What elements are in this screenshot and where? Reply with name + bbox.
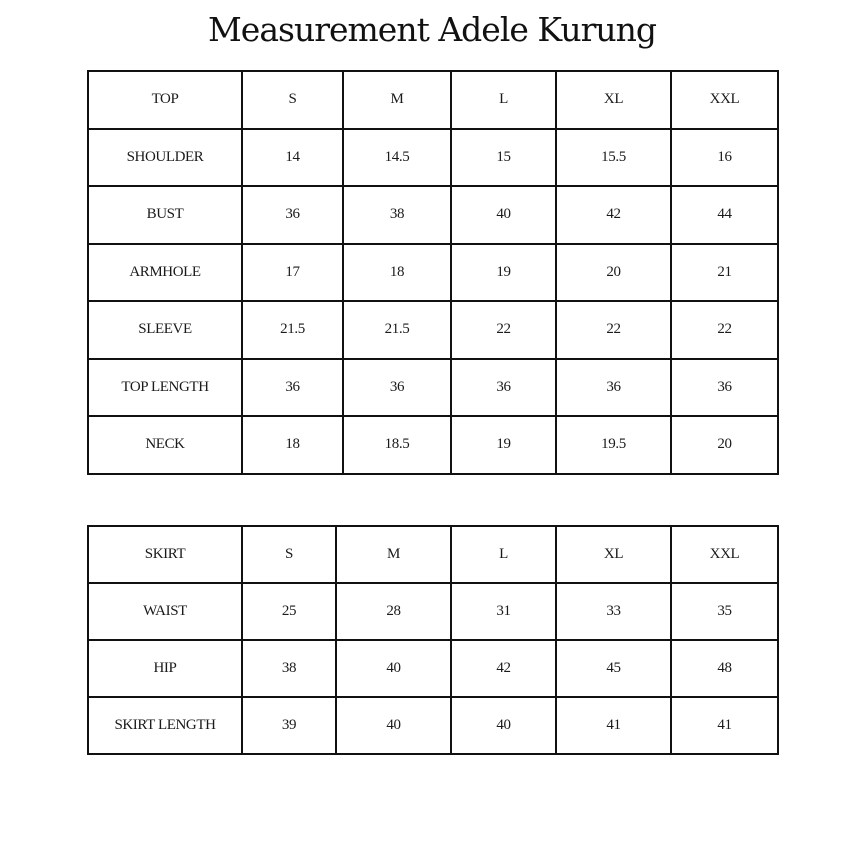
value-cell: 15 (451, 129, 556, 187)
header-cell-section: TOP (88, 71, 242, 129)
value-cell: 14 (242, 129, 343, 187)
value-cell: 42 (451, 640, 556, 697)
value-cell: 42 (556, 186, 671, 244)
value-cell: 19 (451, 416, 556, 474)
value-cell: 48 (671, 640, 778, 697)
table-row (88, 301, 778, 359)
value-cell: 21.5 (343, 301, 451, 359)
value-cell: 22 (671, 301, 778, 359)
table-header-row (88, 71, 778, 129)
value-cell: 33 (556, 583, 671, 640)
value-cell: 28 (336, 583, 451, 640)
table-row (88, 640, 778, 697)
header-cell-size-s: S (242, 526, 336, 583)
top-measurement-table (87, 70, 779, 475)
value-cell: 31 (451, 583, 556, 640)
header-cell-section: SKIRT (88, 526, 242, 583)
value-cell: 36 (343, 359, 451, 417)
table-row (88, 129, 778, 187)
header-cell-size-xl: XL (556, 526, 671, 583)
value-cell: 38 (242, 640, 336, 697)
header-cell-size-l: L (451, 526, 556, 583)
header-cell-size-xl: XL (556, 71, 671, 129)
value-cell: 18 (242, 416, 343, 474)
value-cell: 19.5 (556, 416, 671, 474)
value-cell: 39 (242, 697, 336, 754)
row-label-cell: SKIRT LENGTH (88, 697, 242, 754)
row-label-cell: HIP (88, 640, 242, 697)
value-cell: 36 (671, 359, 778, 417)
header-cell-size-m: M (336, 526, 451, 583)
header-cell-size-l: L (451, 71, 556, 129)
row-label-cell: SLEEVE (88, 301, 242, 359)
value-cell: 19 (451, 244, 556, 302)
table-row (88, 697, 778, 754)
value-cell: 40 (336, 640, 451, 697)
value-cell: 25 (242, 583, 336, 640)
value-cell: 21 (671, 244, 778, 302)
value-cell: 36 (242, 186, 343, 244)
value-cell: 40 (451, 186, 556, 244)
value-cell: 18.5 (343, 416, 451, 474)
row-label-cell: ARMHOLE (88, 244, 242, 302)
value-cell: 20 (671, 416, 778, 474)
value-cell: 41 (671, 697, 778, 754)
page-title: Measurement Adele Kurung (208, 10, 656, 49)
value-cell: 16 (671, 129, 778, 187)
value-cell: 20 (556, 244, 671, 302)
value-cell: 18 (343, 244, 451, 302)
row-label-cell: WAIST (88, 583, 242, 640)
table-row (88, 359, 778, 417)
value-cell: 14.5 (343, 129, 451, 187)
value-cell: 40 (336, 697, 451, 754)
value-cell: 44 (671, 186, 778, 244)
value-cell: 15.5 (556, 129, 671, 187)
value-cell: 22 (556, 301, 671, 359)
value-cell: 40 (451, 697, 556, 754)
value-cell: 22 (451, 301, 556, 359)
row-label-cell: BUST (88, 186, 242, 244)
header-cell-size-s: S (242, 71, 343, 129)
skirt-measurement-table (87, 525, 779, 755)
header-cell-size-m: M (343, 71, 451, 129)
table-row (88, 583, 778, 640)
row-label-cell: NECK (88, 416, 242, 474)
table-row (88, 186, 778, 244)
table-header-row (88, 526, 778, 583)
table-row (88, 416, 778, 474)
row-label-cell: SHOULDER (88, 129, 242, 187)
value-cell: 36 (451, 359, 556, 417)
value-cell: 21.5 (242, 301, 343, 359)
row-label-cell: TOP LENGTH (88, 359, 242, 417)
value-cell: 45 (556, 640, 671, 697)
table-row (88, 244, 778, 302)
value-cell: 36 (556, 359, 671, 417)
value-cell: 17 (242, 244, 343, 302)
value-cell: 35 (671, 583, 778, 640)
header-cell-size-xxl: XXL (671, 71, 778, 129)
value-cell: 38 (343, 186, 451, 244)
header-cell-size-xxl: XXL (671, 526, 778, 583)
value-cell: 41 (556, 697, 671, 754)
value-cell: 36 (242, 359, 343, 417)
